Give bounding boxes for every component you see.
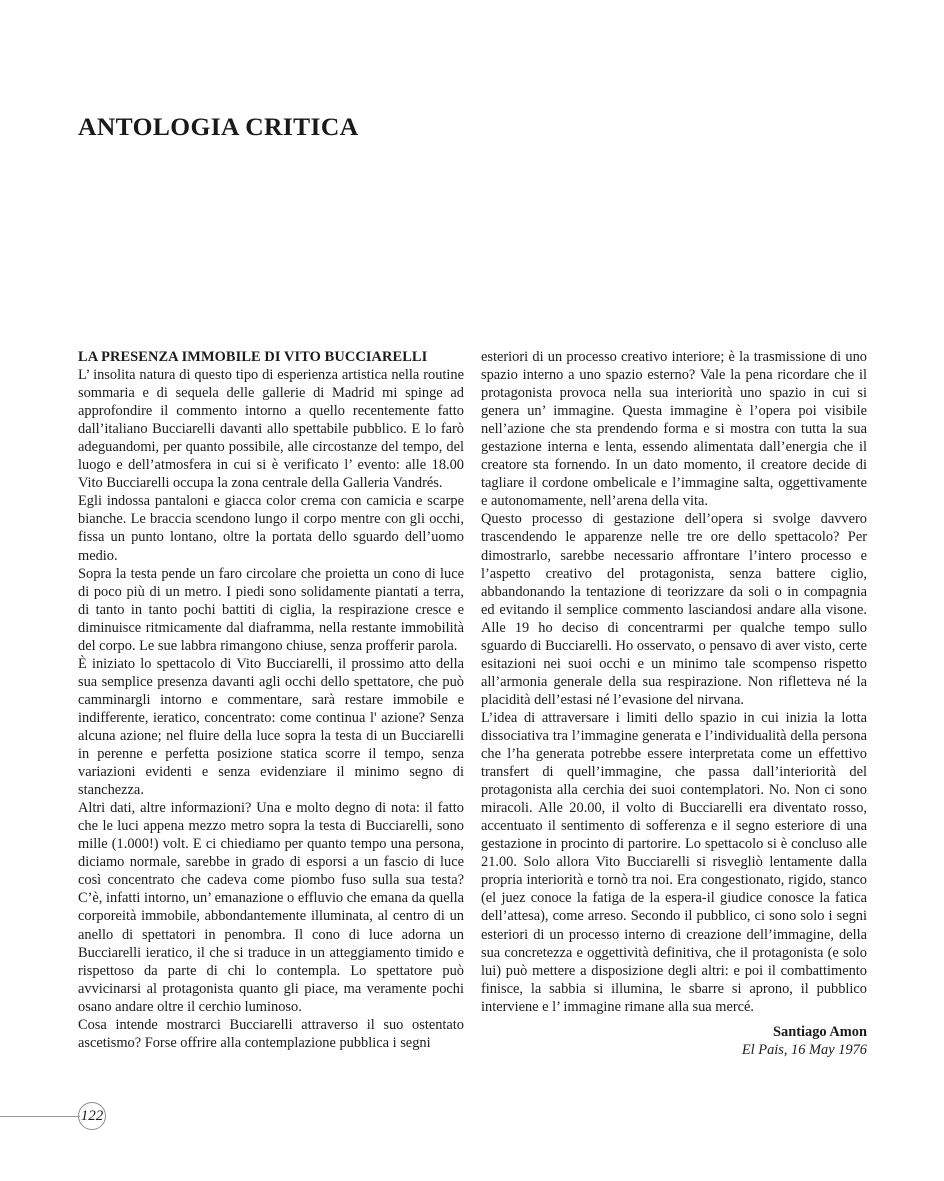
article-title: LA PRESENZA IMMOBILE DI VITO BUCCIARELLI: [78, 349, 428, 365]
attribution: [481, 1023, 867, 1059]
paragraph: Altri dati, altre informazioni? Una e molto degno di nota: il fatto che le luci appena mezzo metro sopra la testa di Bucciarelli, sono mille (1.000!) volt. E ci chiediamo per quanto tempo una persona, diciamo normale, sarebbe in grado di esporsi a un fascio di luce così concentrato che cadeva come piombo fuso sulla sua testa? C’è, infatti intorno, un’ emanazione o effluvio che emana da quella corporeità immobile, abbondantemente illuminata, al centro di un anello di spettatori in penombra. Il cono di luce adorna un Bucciarelli ieratico, il che si traduce in un atteggiamento timido e rispettoso da parte di chi lo contempla. Lo spettatore può avvicinarsi al protagonista quanto gli piace, ma veramente pochi osano andare oltre il cerchio luminoso.: [78, 800, 464, 1015]
source-citation: El Pais, 16 May 1976: [741, 1041, 867, 1058]
paragraph: Questo processo di gestazione dell’opera si svolge davvero trascendendo le apparenze nelle tre ore dello spettacolo? Per dimostrarlo, sarebbe necessario affrontare l’intero processo e l’aspetto creativo del protagonista, senza battere ciglio, abbandonando la tentazione di teorizzare da soli o in compagnia ed evitando il semplice commento lasciandosi andare alla visone. Alle 19 ho deciso di concentrarmi per qualche tempo sullo sguardo di Bucciarelli. Ho osservato, o pensavo di aver visto, certe esitazioni nei suoi occhi e un minimo tale scompenso rispetto all’armonia generale della sua respirazione. Non rifletteva né la placidità dell’estasi né l’evasione del nirvana.: [481, 511, 867, 708]
author-name: Santiago Amon: [773, 1023, 867, 1040]
paragraph: L’ insolita natura di questo tipo di esperienza artistica nella routine sommaria e di sequela delle gallerie di Madrid mi spinge ad approfondire il commento intorno a quello recentemente fatto dall’italiano Bucciarelli davanti allo spettabile pubblico. E lo farò adeguandomi, per quanto possibile, alle circostanze del tempo, del luogo e dell’atmosfera in cui si è verificato l’ evento: alle 18.00 Vito Bucciarelli occupa la zona centrale della Galleria Vandrés.: [78, 367, 464, 492]
paragraph: esteriori di un processo creativo interiore; è la trasmissione di uno spazio interno a uno spazio esterno? Vale la pena ricordare che il protagonista provoca nella sua interiorità uno spazio in cui si genera un’ immagine. Questa immagine è l’opera poi visibile nell’azione che sta prendendo forma e si mostra con tutta la sua gestazione interna e lenta, essendo alimentata dall’energia che il creatore sta fornendo. In un dato momento, il creatore decide di tagliare il cordone ombelicale e l’immagine salta, oggettivamente e autonomamente, nell’arena della vita.: [481, 349, 867, 510]
paragraph: Sopra la testa pende un faro circolare che proietta un cono di luce di poco più di un metro. I piedi sono solidamente piantati a terra, di tanto in tanto pochi battiti di ciglia, la respirazione cresce e diminuisce ritmicamente dal diaframma, nella restante immobilità del corpo. Le sue labbra rimangono chiuse, senza profferir parola.: [78, 565, 464, 654]
paragraph: Cosa intende mostrarci Bucciarelli attraverso il suo ostentato ascetismo? Forse offrire alla contemplazione pubblica i segni: [78, 1016, 464, 1051]
article-column-right: [481, 348, 867, 1059]
paragraph: L’idea di attraversare i limiti dello spazio in cui inizia la lotta dissociativa tra l’immagine generata e l’individualità della persona che l’ha generata potrebbe essere interpretata come un effettivo transfert di quell’immagine, che passa dall’interiorità del protagonista alla cerchia dei suoi contemplatori. No. Non ci sono miracoli. Alle 20.00, il volto di Bucciarelli era diventato rosso, accentuato il sentimento di sofferenza e il segno esteriore di una gestazione in procinto di partorire. Lo spettacolo si è concluso alle 21.00. Solo allora Vito Bucciarelli si risvegliò lentamente dalla propria interiorità e tornò tra noi. Era congestionato, rigido, stanco (el juez conoce la fatiga de la espera-il giudice conosce la fatica dell’attesa), come arreso. Secondo il pubblico, ci sono solo i segni esteriori di un processo interno di creazione dell’immagine, della sua concretezza e oggettività definitiva, che il protagonista (e solo lui) può mettere a disposizione degli altri: e poi il combattimento finisce, la sabbia si illumina, le sbarre si aprono, il pubblico interviene e l’ immagine rimane alla sua mercé.: [481, 709, 867, 1015]
paragraph: Egli indossa pantaloni e giacca color crema con camicia e scarpe bianche. Le braccia scendono lungo il corpo mentre con gli occhi, fissa un punto lontano, oltre la portata dello sguardo dell’uomo medio.: [78, 493, 464, 564]
page-title: ANTOLOGIA CRITICA: [78, 112, 359, 141]
footer-rule: [0, 1116, 80, 1117]
page-number: 122: [78, 1102, 106, 1130]
paragraph: È iniziato lo spettacolo di Vito Bucciarelli, il prossimo atto della sua semplice presenza davanti agli occhi dello spettatore, che può camminargli intorno e commentare, sarà restare immobile e indifferente, ieratico, concentrato: come continua l' azione? Senza alcuna azione; nel fluire della luce sopra la testa di un Bucciarelli in perenne e perfetta posizione statica scorre il tempo, senza variazioni evidenti e senza evidenziare il minimo segno di stanchezza.: [78, 655, 464, 799]
article-column-left: [78, 348, 464, 1052]
